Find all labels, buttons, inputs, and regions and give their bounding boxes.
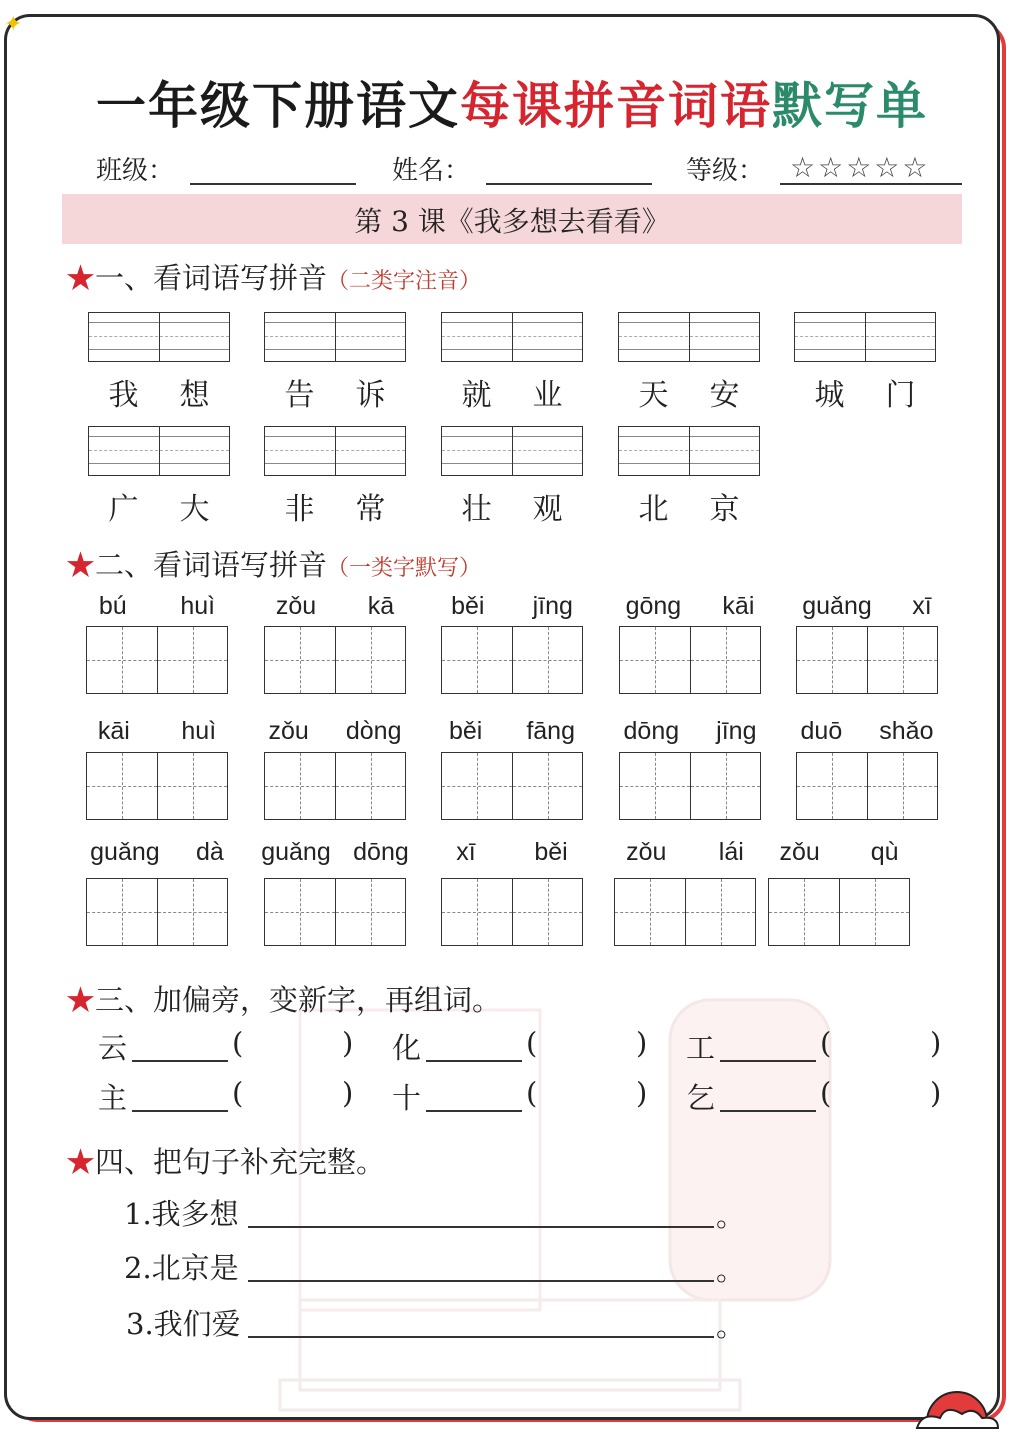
close-paren: ) (342, 1076, 354, 1110)
close-paren: ) (930, 1076, 942, 1110)
pinyin-label: guǎng dà (90, 838, 224, 866)
character-writing-box[interactable] (768, 878, 910, 946)
base-character: 乞 (686, 1081, 716, 1115)
word-char: 壮 (461, 492, 492, 527)
close-paren: ) (636, 1076, 648, 1110)
pinyin-label: guǎng dōng (261, 838, 409, 866)
sentence-prefix: 1.我多想 (124, 1197, 239, 1231)
new-character-blank[interactable] (720, 1110, 816, 1112)
star-icon: ★ (66, 548, 96, 582)
word-char: 业 (532, 378, 563, 413)
pinyin-label: dōng jīng (623, 717, 757, 745)
star-icon: ★ (66, 983, 96, 1017)
pinyin-writing-box[interactable] (441, 312, 583, 362)
character-writing-box[interactable] (441, 878, 583, 946)
name-label: 姓名： (392, 156, 471, 186)
pinyin-writing-box[interactable] (441, 426, 583, 476)
base-character: 云 (98, 1031, 128, 1065)
pinyin-writing-box[interactable] (618, 426, 760, 476)
word-char: 想 (179, 378, 210, 413)
pinyin-writing-box[interactable] (264, 312, 406, 362)
character-writing-box[interactable] (264, 752, 406, 820)
pinyin-label: guǎng xī (802, 592, 932, 620)
word-char: 常 (355, 492, 386, 527)
character-writing-box[interactable] (614, 878, 756, 946)
sentence-prefix: 2.北京是 (124, 1251, 239, 1285)
open-paren: ( (820, 1076, 832, 1110)
new-character-blank[interactable] (426, 1110, 522, 1112)
sentence-blank[interactable] (248, 1336, 714, 1338)
character-writing-box[interactable] (619, 752, 761, 820)
sun-cloud-icon (912, 1372, 1002, 1432)
word-char: 天 (638, 378, 669, 413)
section-2-heading: ★二、看词语写拼音（一类字默写） (66, 548, 482, 582)
pinyin-writing-box[interactable] (264, 426, 406, 476)
sentence-end: 。 (716, 1199, 746, 1233)
base-character: 十 (392, 1081, 422, 1115)
open-paren: ( (232, 1026, 244, 1060)
character-writing-box[interactable] (264, 626, 406, 694)
base-character: 工 (686, 1031, 716, 1065)
word-char: 就 (461, 378, 492, 413)
new-character-blank[interactable] (132, 1060, 228, 1062)
close-paren: ) (636, 1026, 648, 1060)
page-title (0, 66, 1024, 138)
pinyin-writing-box[interactable] (794, 312, 936, 362)
star-icon: ★ (66, 261, 96, 295)
word-char: 北 (638, 492, 669, 527)
word-char: 观 (532, 492, 563, 527)
pinyin-label: zǒu dòng (268, 717, 402, 745)
new-character-blank[interactable] (132, 1110, 228, 1112)
new-character-blank[interactable] (720, 1060, 816, 1062)
open-paren: ( (232, 1076, 244, 1110)
sentence-blank[interactable] (248, 1280, 714, 1282)
open-paren: ( (526, 1076, 538, 1110)
sentence-end: 。 (716, 1309, 746, 1343)
word-char: 非 (284, 492, 315, 527)
pinyin-label: zǒu qù (779, 838, 899, 866)
character-writing-box[interactable] (441, 626, 583, 694)
character-writing-box[interactable] (86, 878, 228, 946)
title-part-3: 默写单 (772, 76, 928, 135)
word-char: 门 (885, 378, 916, 413)
word-char: 大 (179, 492, 210, 527)
section-3-heading: ★三、加偏旁，变新字，再组词。 (66, 983, 502, 1017)
base-character: 主 (98, 1081, 128, 1115)
star-icon: ★ (66, 1145, 96, 1179)
word-char: 广 (108, 492, 139, 527)
close-paren: ) (930, 1026, 942, 1060)
name-field[interactable] (486, 183, 652, 185)
character-writing-box[interactable] (796, 752, 938, 820)
word-characters (441, 370, 583, 414)
open-paren: ( (526, 1026, 538, 1060)
word-characters (618, 370, 760, 414)
pinyin-label: duō shǎo (800, 717, 934, 745)
word-characters (88, 484, 230, 528)
character-writing-box[interactable] (619, 626, 761, 694)
word-char: 安 (709, 378, 740, 413)
grade-label: 等级： (686, 156, 765, 186)
base-character: 化 (392, 1031, 422, 1065)
class-label: 班级： (96, 156, 175, 186)
pinyin-label: gōng kāi (625, 592, 755, 620)
section-4-heading: ★四、把句子补充完整。 (66, 1145, 386, 1179)
word-characters (794, 370, 936, 414)
section-1-heading: ★一、看词语写拼音（二类字注音） (66, 261, 482, 295)
word-characters (618, 484, 760, 528)
word-characters (88, 370, 230, 414)
title-part-1: 一年级下册语文 (96, 76, 460, 135)
pinyin-label: kāi huì (97, 717, 217, 745)
character-writing-box[interactable] (86, 626, 228, 694)
pinyin-label: zǒu kā (275, 592, 395, 620)
word-characters (264, 484, 406, 528)
pinyin-label: zǒu lái (626, 838, 744, 866)
sentence-end: 。 (716, 1253, 746, 1287)
pinyin-label: bú huì (98, 592, 216, 620)
word-char: 诉 (355, 378, 386, 413)
title-part-2: 每课拼音词语 (460, 76, 772, 135)
pinyin-label: běi fāng (448, 717, 575, 745)
grade-stars[interactable]: ☆☆☆☆☆ (790, 151, 931, 184)
pinyin-label: běi jīng (451, 592, 573, 620)
word-char: 京 (709, 492, 740, 527)
pinyin-writing-box[interactable] (88, 312, 230, 362)
pinyin-label: xī běi (456, 838, 568, 866)
corner-star-icon: ✦ (4, 12, 23, 37)
character-writing-box[interactable] (441, 752, 583, 820)
sentence-prefix: 3.我们爱 (126, 1307, 241, 1341)
character-writing-box[interactable] (86, 752, 228, 820)
word-characters (441, 484, 583, 528)
word-char: 告 (284, 378, 315, 413)
close-paren: ) (342, 1026, 354, 1060)
class-field[interactable] (190, 183, 356, 185)
open-paren: ( (820, 1026, 832, 1060)
new-character-blank[interactable] (426, 1060, 522, 1062)
lesson-title: 第 3 课《我多想去看看》 (354, 205, 670, 238)
character-writing-box[interactable] (796, 626, 938, 694)
word-char: 我 (108, 378, 139, 413)
word-characters (264, 370, 406, 414)
word-char: 城 (814, 378, 845, 413)
character-writing-box[interactable] (264, 878, 406, 946)
sentence-blank[interactable] (248, 1226, 714, 1228)
section-2-note: （一类字默写） (327, 556, 482, 581)
pinyin-writing-box[interactable] (88, 426, 230, 476)
section-1-note: （二类字注音） (327, 269, 482, 294)
pinyin-writing-box[interactable] (618, 312, 760, 362)
